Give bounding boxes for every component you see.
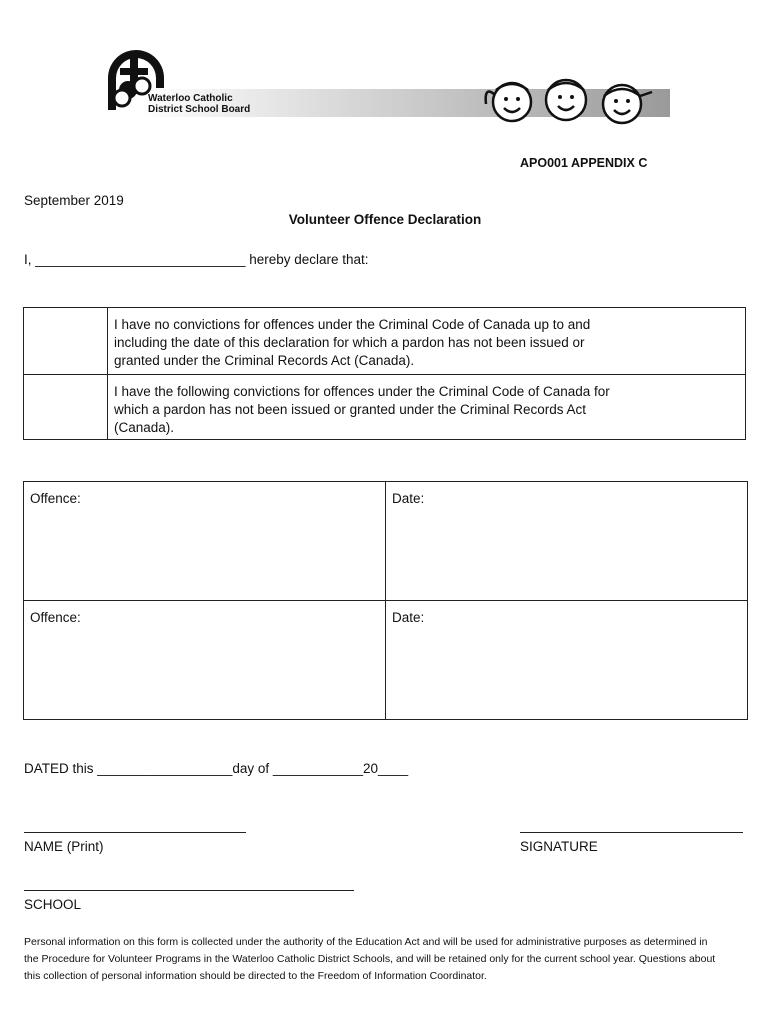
children-faces-illustration: [482, 76, 662, 126]
board-name-line1: Waterloo Catholic: [148, 93, 233, 104]
document-date: September 2019: [24, 193, 124, 208]
form-title: Volunteer Offence Declaration: [288, 212, 482, 227]
board-name: [148, 93, 250, 115]
name-signature-line[interactable]: [24, 832, 246, 833]
date-field-1[interactable]: Date:: [392, 491, 425, 506]
no-convictions-checkbox-cell[interactable]: [24, 308, 107, 374]
name-print-label: NAME (Print): [24, 839, 104, 854]
has-convictions-statement: I have the following convictions for offences under the Criminal Code of Canada for which a pardon has not been issued or granted under the Criminal Records Act (Canada).: [114, 384, 610, 435]
has-convictions-checkbox-cell[interactable]: [24, 375, 107, 440]
declaration-table: [23, 307, 746, 440]
table-row-divider: [24, 600, 747, 601]
offence-field-1[interactable]: Offence:: [30, 491, 81, 506]
signature-line[interactable]: [520, 832, 743, 833]
school-line[interactable]: [24, 890, 354, 891]
privacy-notice: Personal information on this form is collected under the authority of the Education Act and will be used for administrative purposes as determined in the Procedure for Volunteer Programs in the Waterloo Catholic District Schools, and will be retained only for the current school year. Questions about this collection of personal information should be directed to the Freedom of Information Coordinator.: [24, 936, 716, 982]
appendix-code: APO001 APPENDIX C: [520, 156, 648, 170]
table-row-divider: [24, 374, 745, 375]
board-name-line2: District School Board: [148, 104, 251, 115]
school-label: SCHOOL: [24, 897, 82, 912]
dated-line[interactable]: DATED this __________________day of ____________20____: [24, 761, 409, 776]
no-convictions-statement: I have no convictions for offences under the Criminal Code of Canada up to and including the date of this declaration for which a pardon has not been issued or granted under the Criminal Records Act (Canada).: [114, 317, 591, 368]
offence-table: [23, 481, 748, 720]
date-field-2[interactable]: Date:: [392, 610, 425, 625]
signature-label: SIGNATURE: [520, 839, 598, 854]
offence-field-2[interactable]: Offence:: [30, 610, 81, 625]
declaration-name-line[interactable]: I, ____________________________ hereby declare that:: [24, 252, 369, 267]
